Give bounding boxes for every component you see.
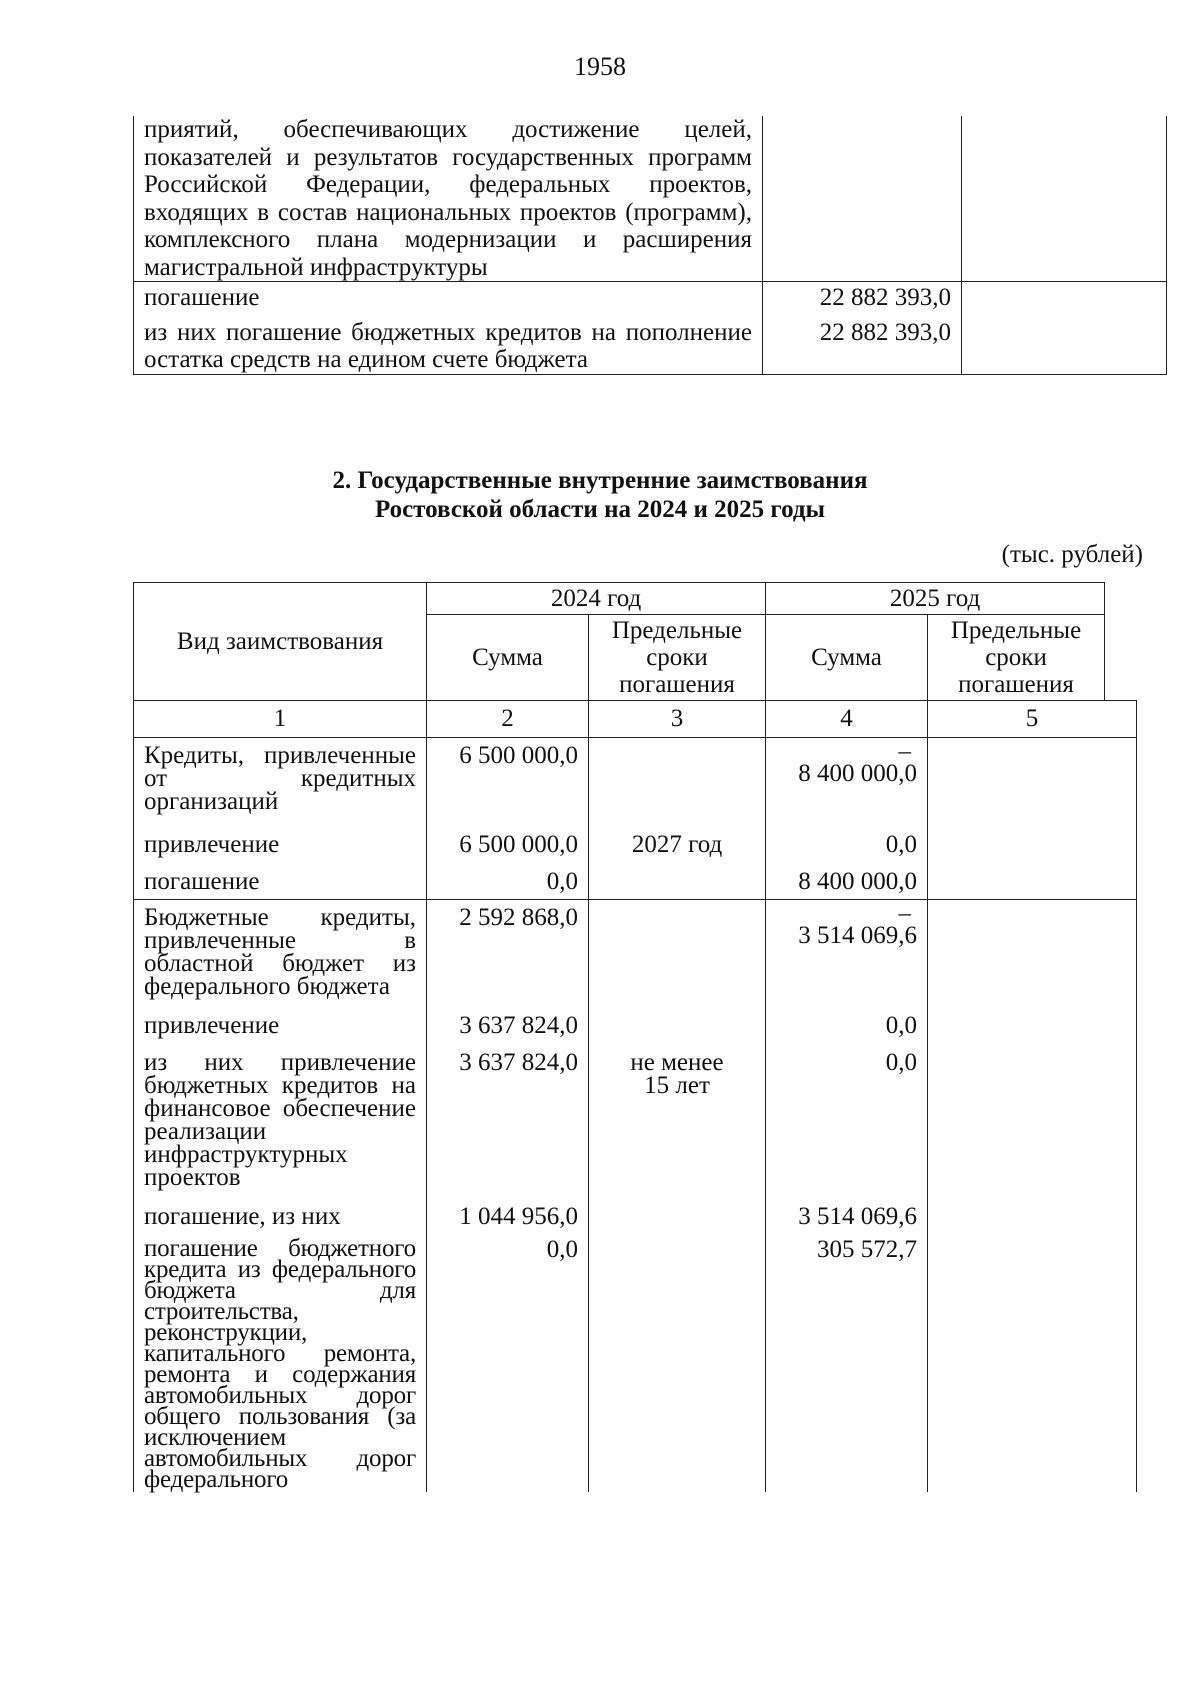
row-term-2025 <box>928 815 1137 858</box>
header-row <box>134 583 1137 615</box>
row-extra <box>962 282 1167 312</box>
row-term-2024: 2027 год <box>589 815 766 858</box>
index-cell: 2 <box>427 701 589 738</box>
row-sum-2025: 8 400 000,0 <box>766 858 928 900</box>
table-row <box>134 282 1167 312</box>
unit-label: (тыс. рублей) <box>1001 541 1143 568</box>
row-term-2025 <box>928 1000 1137 1039</box>
table-row <box>134 858 1137 900</box>
table-row <box>134 1191 1137 1230</box>
table-row <box>134 116 1167 282</box>
header-deadline-2024: Предельные сроки погашения <box>589 615 766 701</box>
row-name: погашение <box>134 858 427 900</box>
page-number: 1958 <box>574 52 626 81</box>
row-term-2024 <box>589 1230 766 1492</box>
row-sum-2024: 6 500 000,0 <box>427 738 589 816</box>
index-cell: 3 <box>589 701 766 738</box>
row-sum-2024: 3 637 824,0 <box>427 1039 589 1191</box>
row-sum-2025: 8 400 000,0 <box>798 760 918 787</box>
borrowings-table <box>133 582 1137 1492</box>
index-cell: 1 <box>134 701 427 738</box>
row-name: погашение, из них <box>134 1191 427 1230</box>
header-sum-2024: Сумма <box>427 615 589 701</box>
row-dash-2025: – <box>898 738 912 765</box>
index-cell: 5 <box>928 701 1137 738</box>
row-name: погашение бюджетного кредита из федерального бюджета для строительства, реконструкции, капитального ремонта, ремонта и содержания автомобильных дорог общего пользования (за исключением автомобильных дорог федерального <box>134 1230 427 1492</box>
header-type: Вид заимствования <box>134 583 427 701</box>
section-title <box>0 466 1200 524</box>
index-cell: 4 <box>766 701 928 738</box>
row-sum-2025: 3 514 069,6 <box>798 922 918 949</box>
row-value: 22 882 393,0 <box>763 312 962 375</box>
row-name: Кредиты, привлеченные от кредитных организаций <box>134 738 427 816</box>
header-deadline-2025: Предельные сроки погашения <box>928 615 1105 701</box>
row-name: погашение <box>134 282 763 312</box>
row-sum-2024: 0,0 <box>427 1230 589 1492</box>
section-title-line1: 2. Государственные внутренние заимствования <box>332 467 868 494</box>
row-sum-2024: 6 500 000,0 <box>427 815 589 858</box>
row-extra <box>962 312 1167 375</box>
row-name: из них погашение бюджетных кредитов на пополнение остатка средств на едином счете бюджета <box>134 312 763 375</box>
row-name: приятий, обеспечивающих достижение целей, показателей и результатов государственных программ Российской Федерации, федеральных проектов, входящих в состав национальных проектов (программ), комплексного плана модернизации и расширения магистральной инфраструктуры <box>134 116 763 282</box>
row-dash-2025: – <box>898 900 912 927</box>
row-sum-2024: 3 637 824,0 <box>427 1000 589 1039</box>
row-name: Бюджетные кредиты, привлеченные в областной бюджет из федерального бюджета <box>134 900 427 1001</box>
row-extra <box>962 116 1167 282</box>
table-row <box>134 1000 1137 1039</box>
row-term-2025 <box>928 858 1137 900</box>
row-sum-2025: 305 572,7 <box>766 1230 928 1492</box>
row-sum-2025: 0,0 <box>766 1039 928 1191</box>
table-row <box>134 900 1137 1001</box>
table-row <box>134 1039 1137 1191</box>
row-value <box>763 116 962 282</box>
row-sum-2025: 0,0 <box>766 1000 928 1039</box>
header-sum-2025: Сумма <box>766 615 928 701</box>
index-row <box>134 701 1137 738</box>
top-continuation-table <box>133 116 1167 375</box>
row-term-2025 <box>928 738 1137 816</box>
row-sum-2024: 0,0 <box>427 858 589 900</box>
table-row <box>134 738 1137 816</box>
row-name: из них привлечение бюджетных кредитов на финансовое обеспечение реализации инфраструктурных проектов <box>134 1039 427 1191</box>
header-year-2025: 2025 год <box>766 583 1105 615</box>
row-term-2024 <box>589 1000 766 1039</box>
row-term-2025 <box>928 1039 1137 1191</box>
row-term-2024 <box>589 858 766 900</box>
row-name: привлечение <box>134 815 427 858</box>
row-sum-2025: 0,0 <box>766 815 928 858</box>
row-term-2024 <box>589 1191 766 1230</box>
row-term-2024 <box>589 738 766 816</box>
row-term-2024: не менее 15 лет <box>589 1039 766 1191</box>
row-term-2025 <box>928 1191 1137 1230</box>
table-row <box>134 815 1137 858</box>
header-year-2024: 2024 год <box>427 583 766 615</box>
section-title-line2: Ростовской области на 2024 и 2025 годы <box>374 496 826 523</box>
row-sum-2025: 3 514 069,6 <box>766 1191 928 1230</box>
table-row <box>134 312 1167 375</box>
row-term-2025 <box>928 1230 1137 1492</box>
row-value: 22 882 393,0 <box>763 282 962 312</box>
row-sum-2024: 2 592 868,0 <box>427 900 589 1001</box>
row-sum-2024: 1 044 956,0 <box>427 1191 589 1230</box>
row-term-2025 <box>928 900 1137 1001</box>
row-term-2024 <box>589 900 766 1001</box>
table-row <box>134 1230 1137 1492</box>
row-name: привлечение <box>134 1000 427 1039</box>
